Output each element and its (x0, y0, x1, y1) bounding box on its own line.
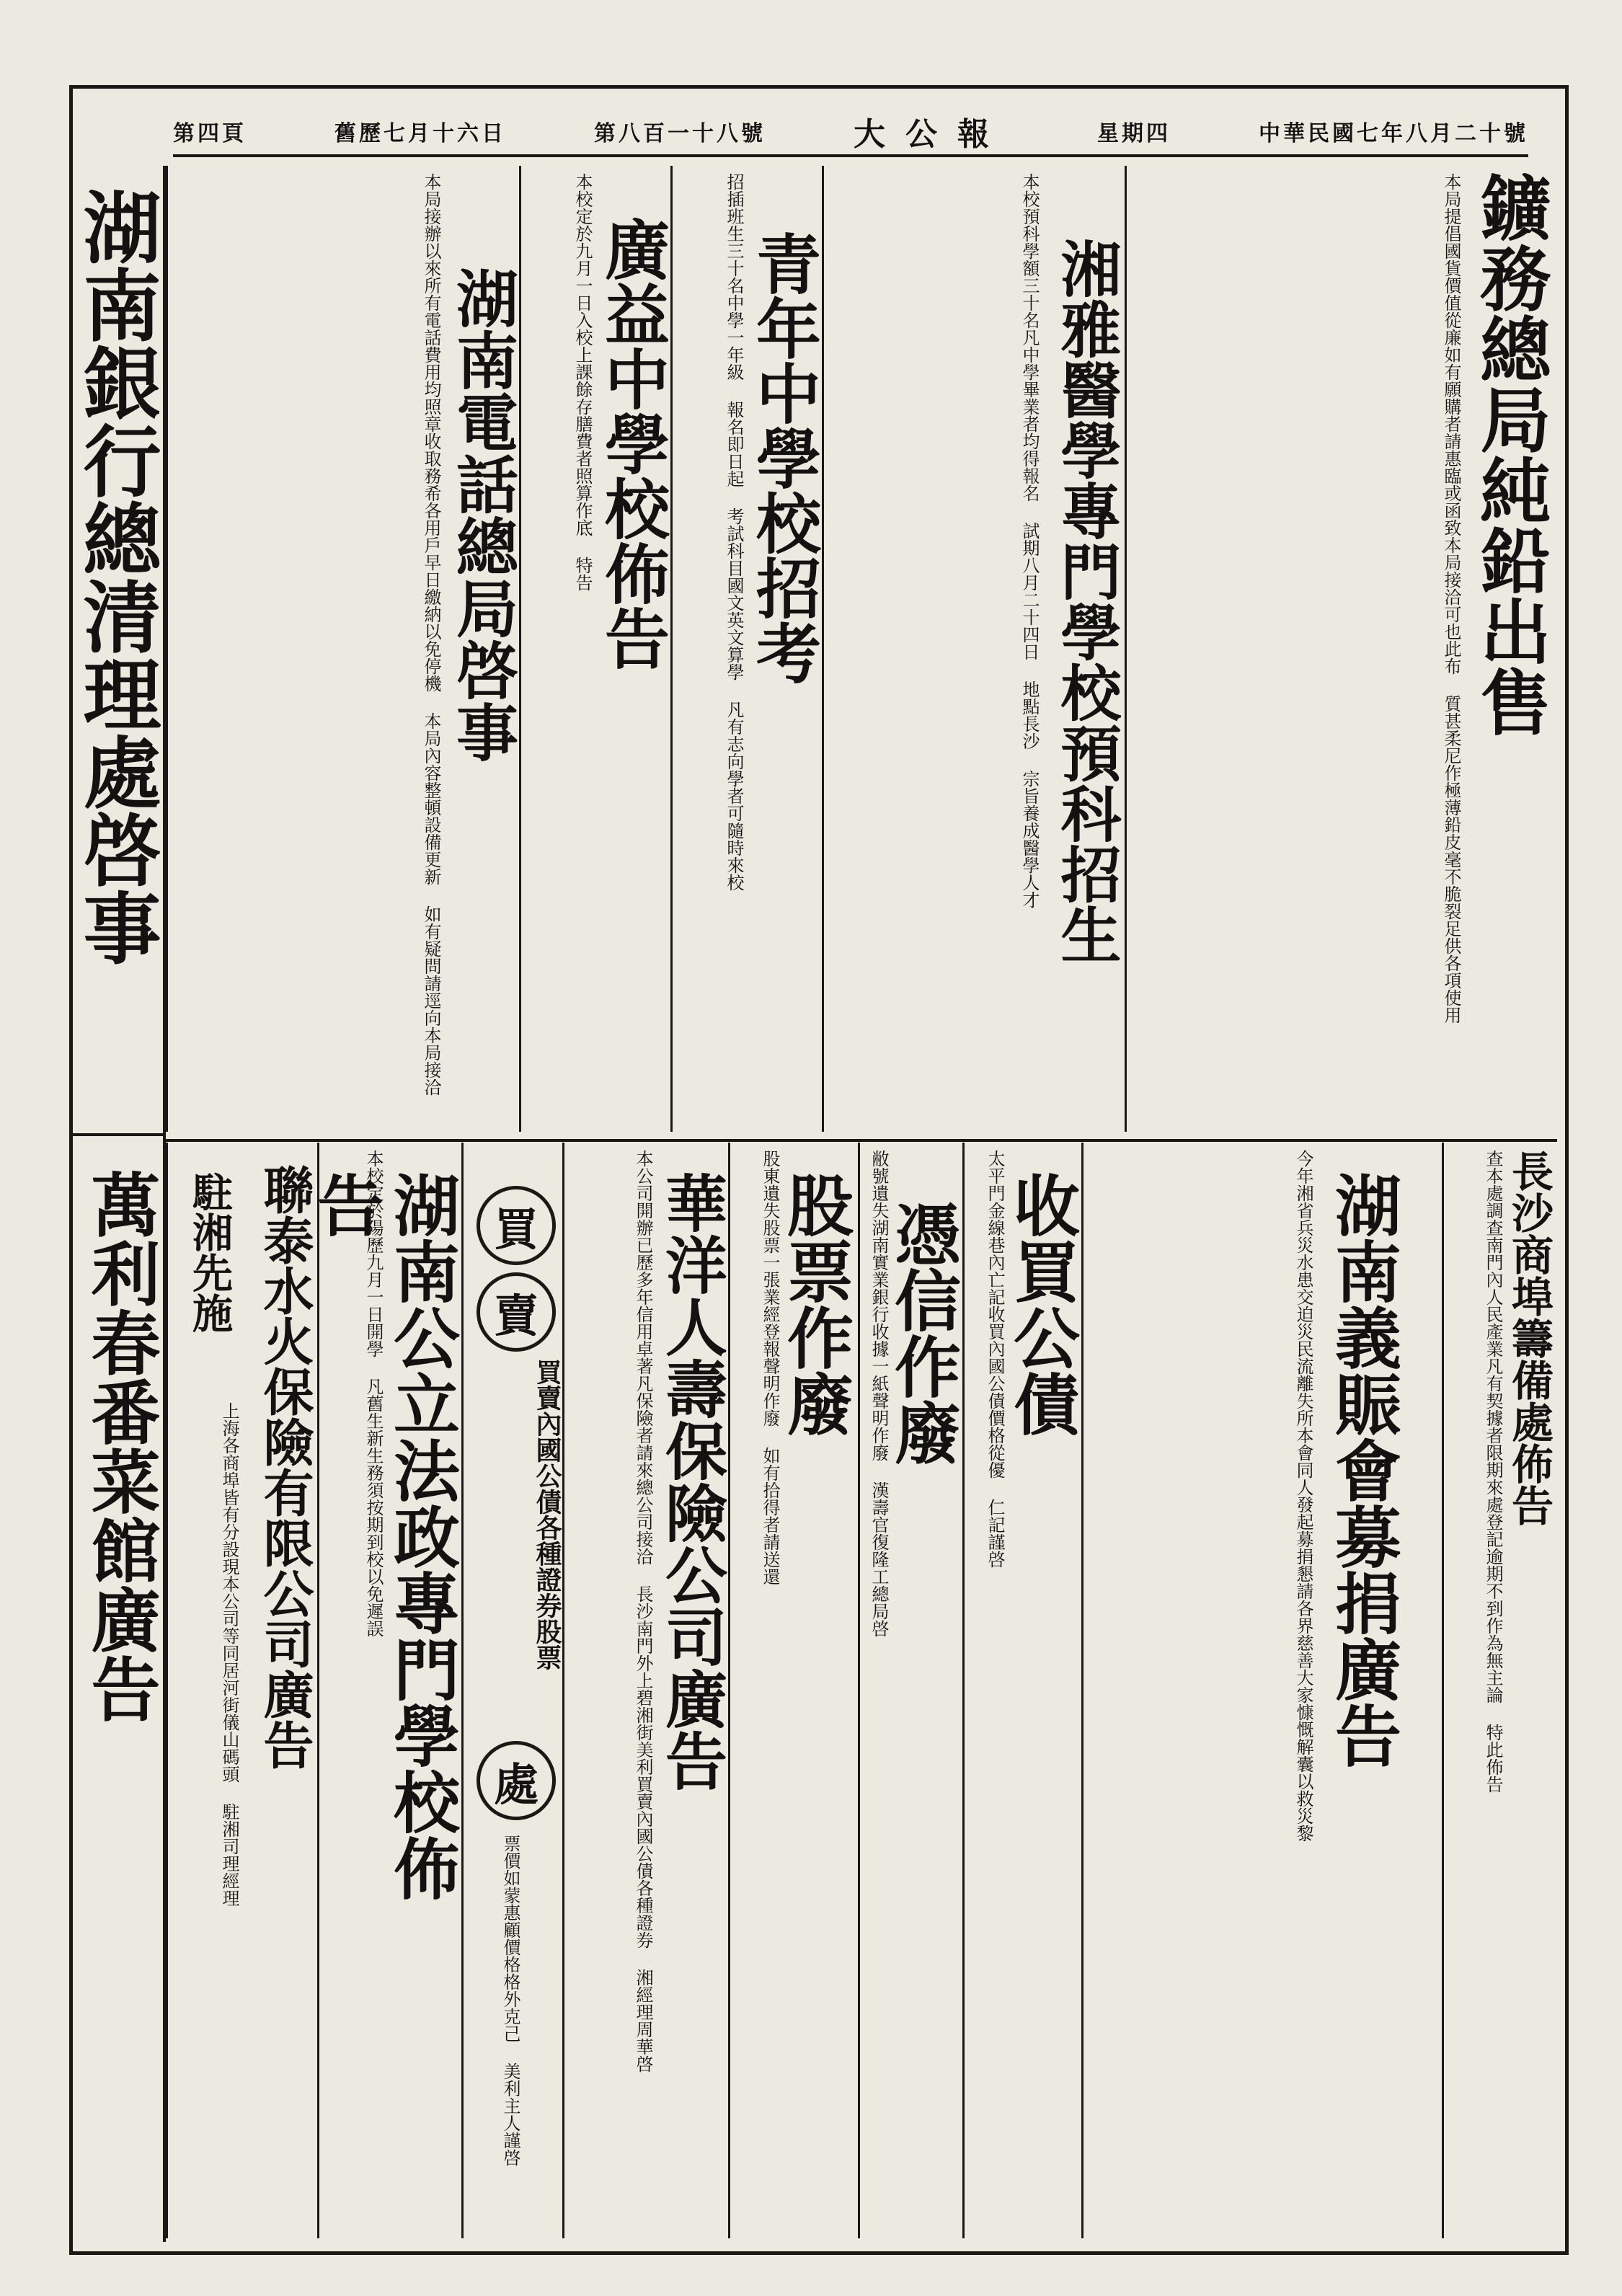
bonds-trade-circle-1: 買 (477, 1186, 556, 1265)
ad-receipt-void (858, 1143, 965, 2238)
law-headline: 湖南公立法政專門學校佈告 (306, 1171, 461, 1901)
bonds-buy-body: 太平門金線巷內亡記收買內國公債價格從優 仁記謹啓 (985, 1150, 1005, 1568)
youth-headline: 青年中學校招考 (745, 231, 821, 685)
ad-insurance (562, 1143, 730, 2238)
fire-body: 上海各商埠皆有分設現本公司等同居河街儀山碼頭 駐湘司理經理 (219, 1402, 239, 1907)
fire-sub: 駐湘先施 (186, 1171, 234, 1333)
xiangya-body: 本校預科學額三十名凡中學畢業者均得報名 試期八月二十四日 地點長沙 宗旨養成醫學人才 (1019, 173, 1040, 908)
ad-guangyi (519, 166, 673, 1132)
bonds-trade-body: 票價如蒙惠顧價格格外克己 美利主人謹啓 (500, 1835, 520, 2166)
masthead-issue: 第八百一十八號 (594, 121, 766, 146)
ad-fire-insurance (166, 1143, 319, 2238)
ad-bonds-trade (461, 1143, 564, 2238)
left-column-separator (72, 1133, 163, 1136)
ad-telephone (166, 166, 521, 1132)
ad-bonds-buy (962, 1143, 1083, 2238)
masthead (173, 108, 1528, 157)
ad-youth-school (670, 166, 824, 1132)
receipt-headline: 憑信作廢 (884, 1200, 962, 1466)
receipt-body: 敝號遺失湖南實業銀行收據一紙聲明作廢 漢壽官復隆工總局啓 (869, 1150, 889, 1637)
ad-restaurant (72, 1140, 163, 2240)
insurance-body: 本公司開辦已歷多年信用卓著凡保險者請來總公司接洽 長沙南門外上碧湘街美利買賣內國公債各種證券 湘經理周華啓 (633, 1150, 653, 2073)
bonds-trade-circle-3: 處 (477, 1741, 556, 1820)
mining-headline: 鑛務總局純鉛出售 (1468, 172, 1551, 737)
law-body: 本校定於陽歷九月一日開學 凡舊生新生務須按期到校以免遲誤 (363, 1150, 384, 1637)
relief-headline: 湖南義賑會募捐廣告 (1324, 1171, 1402, 1768)
xiangya-headline: 湘雅醫學專門學校預科招生 (1051, 238, 1122, 965)
bonds-trade-circle-2: 賣 (477, 1272, 556, 1352)
masthead-page: 第四頁 (173, 121, 247, 146)
relief-body: 今年湘省兵災水患交迫災民流離失所本會同人發起募捐懇請各界慈善大家慷慨解囊以救災黎 (1293, 1150, 1313, 1842)
bonds-buy-headline: 收買公債 (1003, 1171, 1081, 1437)
youth-body: 招插班生三十名中學一年級 報名即日起 考試科目國文英文算學 凡有志向學者可隨時來校 (724, 173, 744, 891)
masthead-title: 大公報 (854, 116, 1009, 153)
mining-body: 本局提倡國貨價值從廉如有願購者請惠臨或函致本局接洽可也此布 質甚柔尼作極薄鉛皮毫不脆裂足供各項使用 (1441, 173, 1461, 1024)
bank-headline: 湖南銀行總清理處啓事 (70, 187, 161, 966)
telephone-headline: 湖南電話總局啓事 (446, 267, 518, 763)
masthead-weekday: 星期四 (1097, 121, 1171, 146)
fire-headline: 聯泰水火保險有限公司廣告 (255, 1164, 315, 1770)
masthead-date: 中華民國七年八月二十號 (1259, 121, 1528, 146)
ad-law-school (306, 1143, 464, 2238)
middle-divider (166, 1139, 1557, 1142)
ad-relief (1081, 1143, 1444, 2238)
masthead-lunar-date: 舊歷七月十六日 (334, 121, 506, 146)
ad-changsha-port (1442, 1143, 1556, 2238)
guangyi-headline: 廣益中學校佈告 (593, 216, 670, 670)
telephone-body: 本局接辦以來所有電話費用均照章收取務希各用戶早日繳納以免停機 本局內容整頓設備更新 如有疑問請逕向本局接洽 (421, 173, 441, 1096)
shares-body: 股東遺失股票一張業經登報聲明作廢 如有拾得者請送還 (760, 1150, 780, 1585)
guangyi-body: 本校定於九月一日入校上課餘存膳費者照算作底 特告 (572, 173, 593, 591)
ad-mining-bureau (1125, 166, 1556, 1132)
port-headline: 長沙商埠籌備處佈告 (1504, 1150, 1554, 1526)
ad-xiangya (822, 166, 1127, 1132)
restaurant-headline: 萬利春番菜館廣告 (80, 1169, 161, 1723)
port-body: 查本處調查南門內人民產業凡有契據者限期來處登記逾期不到作為無主論 特此佈告 (1483, 1150, 1503, 1793)
insurance-headline: 華洋人壽保險公司廣告 (655, 1171, 727, 1791)
shares-headline: 股票作廢 (776, 1171, 854, 1437)
ad-shares-void (728, 1143, 860, 2238)
ad-bank (72, 166, 163, 1132)
bonds-trade-headline: 買賣內國公債各種證券股票 (532, 1359, 562, 1670)
